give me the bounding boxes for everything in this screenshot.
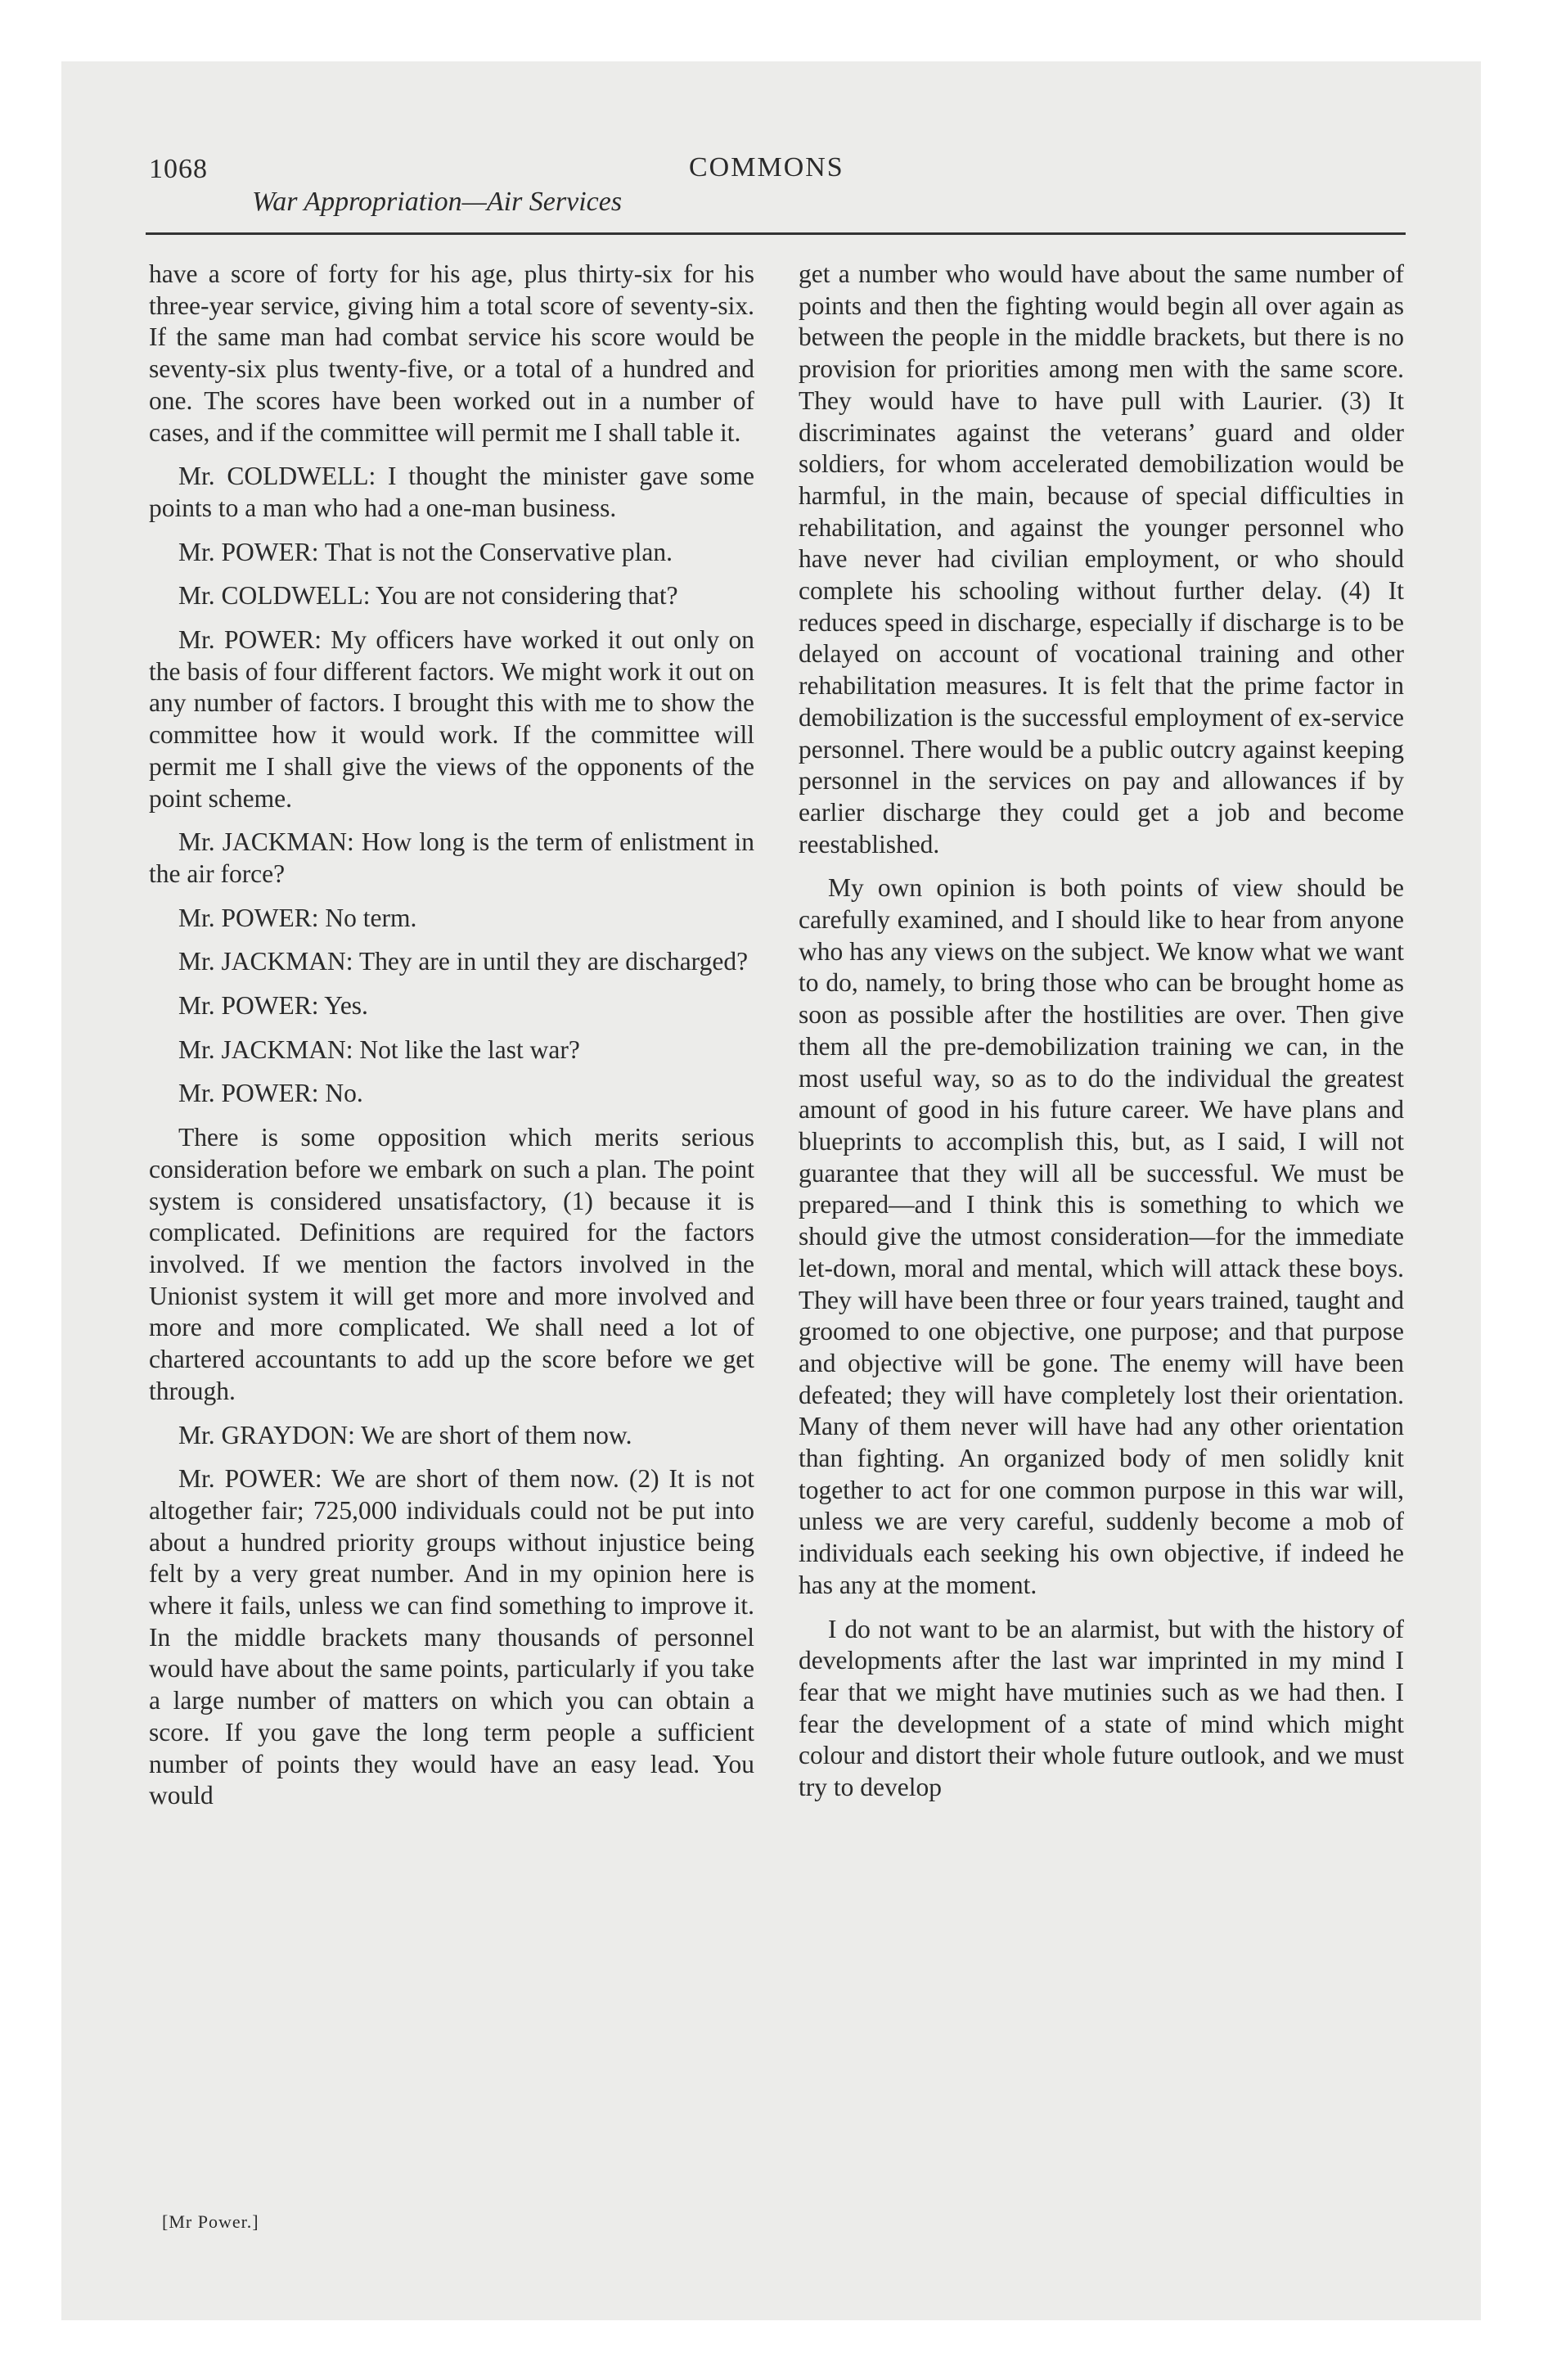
paragraph: Mr. JACKMAN: Not like the last war? [178,1034,580,1064]
section-subheader: War Appropriation—Air Services [252,187,623,217]
paragraph: Mr. COLDWELL: I thought the minister gave some points to a man who had a one-man business. [149,462,754,522]
header-rule [146,232,1406,235]
page-header: COMMONS [689,152,844,183]
paragraph: have a score of forty for his age, plus thirty-six for his three-year service, giving him a total score of seventy-six. If the same man had combat service his score would be seventy-six plus twenty-five, or a total of a hundred and one. The scores have been worked out in a number of cases, and if the committee will permit me I shall table it. [149,259,754,447]
speaker-footnote: [Mr Power.] [162,2211,259,2232]
paragraph: I do not want to be an alarmist, but with the history of developments after the last war imprinted in my mind I fear that we might have mutinies such as we had then. I fear the development of a state of mind which might colour and distort their whole future outlook, and we must try to develop [799,1614,1404,1802]
paragraph: get a number who would have about the same number of points and then the fighting would begin all over again as between the people in the middle brackets, but there is no provision for priorities among men with the same score. They would have to have pull with Laurier. (3) It discriminates against the veterans’ guard and older soldiers, for whom accelerated demobilization would be harmful, in the main, because of special difficulties in rehabilitation, and against the younger personnel who have never had civilian employment, or who should complete his schooling without further delay. (4) It reduces speed in discharge, especially if discharge is to be delayed on account of vocational training and other rehabilitation measures. It is felt that the prime factor in demobilization is the successful employment of ex-service personnel. There would be a public outcry against keeping personnel in the services on pay and allowances if by earlier discharge they could get a job and become reestablished. [799,259,1404,859]
paragraph: Mr. POWER: We are short of them now. (2) It is not altogether fair; 725,000 individuals could not be put into about a hundred priority groups without injustice being felt by a very great number. And in my opinion here is where it fails, unless we can find something to improve it. In the middle brackets many thousands of personnel would have about the same points, particularly if you take a large number of matters on which you can obtain a score. If you gave the long term people a sufficient number of points they would have an easy lead. You would [149,1464,754,1810]
paragraph: Mr. GRAYDON: We are short of them now. [178,1420,632,1449]
paragraph: Mr. POWER: That is not the Conservative plan. [178,537,673,566]
paragraph: There is some opposition which merits serious consideration before we embark on such a plan. The point system is considered unsatisfactory, (1) because it is complicated. Definitions are required for the factors involved. If we mention the factors involved in the Unionist system it will get more and more involved and more and more complicated. We shall need a lot of chartered accountants to add up the score before we get through. [149,1123,754,1405]
paragraph: Mr. POWER: No. [178,1079,363,1108]
paragraph: My own opinion is both points of view should be carefully examined, and I should like to hear from anyone who has any views on the subject. We know what we want to do, namely, to bring those who can be brought home as soon as possible after the hostilities are over. Then give them all the pre-demobilization training we can, in the most useful way, so as to do the individual the greatest amount of good in his future career. We have plans and blueprints to accomplish this, but, as I said, I will not guarantee that they will all be successful. We must be prepared—and I think this is something to which we should give the utmost consideration—for the immediate let-down, moral and mental, which will attack these boys. They will have been three or four years trained, taught and groomed to one objective, one purpose; and that purpose and objective will be gone. The enemy will have been defeated; they will have completely lost their orientation. Many of them never will have had any other orientation than fighting. An organized body of men solidly knit together to act for one common purpose in this war will, unless we are very careful, suddenly become a mob of individuals each seeking his own objective, if indeed he has any at the moment. [799,873,1404,1599]
paragraph: Mr. JACKMAN: They are in until they are discharged? [178,947,749,976]
paragraph: Mr. POWER: No term. [178,903,417,932]
right-column [799,259,1404,1804]
paragraph: Mr. JACKMAN: How long is the term of enlistment in the air force? [149,827,754,888]
page-number: 1068 [149,154,208,184]
left-column [149,259,754,1812]
paragraph: Mr. COLDWELL: You are not considering that? [178,581,678,611]
paragraph: Mr. POWER: Yes. [178,991,368,1021]
paragraph: Mr. POWER: My officers have worked it out only on the basis of four different factors. We might work it out on any number of factors. I brought this with me to show the committee how it would work. If the committee will permit me I shall give the views of the opponents of the point scheme. [149,625,754,813]
